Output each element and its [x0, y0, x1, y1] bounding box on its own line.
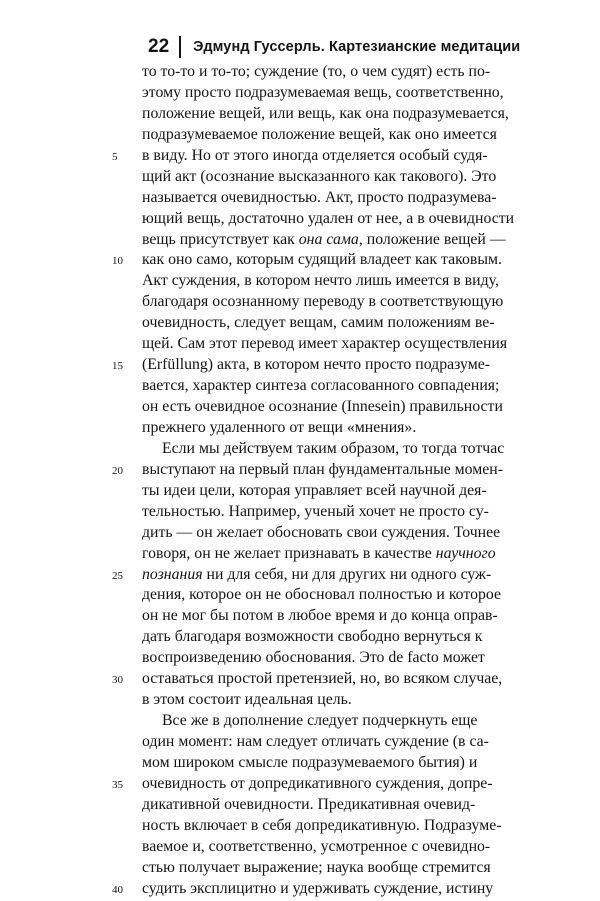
text-line: 25 познания ни для себя, ни для других ни одного суж- [142, 565, 470, 586]
text-line: 10 как оно само, которым судящий владеет как таковым. [142, 250, 470, 271]
line-number: 20 [112, 464, 123, 477]
text-line: Все же в дополнение следует подчеркнуть еще [162, 712, 478, 730]
text-line: благодаря осознанному переводу в соответствующую [142, 293, 504, 311]
line-number: 15 [112, 360, 123, 373]
text-line: он есть очевидное осознание (Innesein) правильности [142, 398, 503, 415]
line-number: 10 [112, 255, 123, 268]
text-line: 15 (Erfüllung) акта, в котором нечто просто подразуме- [142, 355, 470, 376]
text-line: один момент: нам следует отличать суждение (в са- [142, 733, 489, 750]
text-line: ты идеи цели, которая управляет всей научной дея- [142, 481, 487, 499]
text-line: Акт суждения, в котором нечто лишь имеется в виду, [142, 272, 499, 290]
text-line: подразумеваемое положение вещей, как оно имеется [142, 125, 497, 143]
italic-phrase: научного [435, 544, 496, 562]
text-line: 40 судить эксплицитно и удерживать суждение, истину [142, 879, 470, 900]
text-line: 5 в виду. Но от этого иногда отделяется особый судя- [142, 146, 470, 167]
text-line: дения, которое он не обосновал полностью и которое [142, 586, 501, 604]
line-number: 5 [112, 150, 118, 163]
text-line: 30 оставаться простой претензией, но, во всяком случае, [142, 669, 470, 690]
text-line: тельностью. Например, ученый хочет не просто су- [142, 502, 489, 520]
running-header [148, 36, 520, 58]
text-line: вещь присутствует как она сама, положение вещей — [142, 230, 506, 248]
text-line: говоря, он не желает признавать в качестве научного [142, 544, 496, 562]
text-line: ность включает в себя допредикативную. Подразуме- [142, 816, 502, 834]
italic-phrase: она сама [298, 230, 359, 248]
text-line: стью получает выражение; наука вообще стремится [142, 858, 491, 876]
running-title: Эдмунд Гуссерль. Картезианские медитации [193, 39, 521, 55]
text-line: воспроизведению обоснования. Это de facto может [142, 649, 485, 667]
text-line: ваемое и, соответственно, усмотренное с очевидно- [142, 837, 491, 855]
text-line: прежнего удаленного от вещи «мнения». [142, 418, 417, 436]
text-line: 20 выступают на первый план фундаментальные момен- [142, 460, 470, 481]
text-line: щей. Сам этот перевод имеет характер осуществления [142, 335, 508, 353]
line-number: 40 [112, 883, 123, 896]
text-line: Если мы действуем таким образом, то тогда тотчас [162, 439, 505, 457]
text-line: ющий вещь, достаточно удален от нее, а в очевидности [142, 209, 515, 227]
text-line: в этом состоит идеальная цель. [142, 691, 352, 709]
text-line: дать благодаря возможности свободно вернуться к [142, 628, 483, 646]
body-text [112, 62, 515, 900]
text-line: то то-то и то-то; суждение (то, о чем судят) есть по- [142, 63, 491, 80]
line-number: 25 [112, 569, 123, 582]
header-divider [179, 36, 181, 58]
text-line: положение вещей, или вещь, как она подразумевается, [142, 104, 509, 122]
text-line: вается, характер синтеза согласованного совпадения; [142, 377, 500, 395]
page-number: 22 [148, 36, 170, 57]
text-line: очевидность, следует вещам, самим положениям ве- [142, 314, 495, 332]
line-number: 30 [112, 674, 123, 687]
text-line: щий акт (осознание высказанного как такового). Это [142, 167, 497, 185]
text-line: дить — он желает обосновать свои суждения. Точнее [142, 523, 501, 541]
line-number: 35 [112, 778, 123, 791]
text-line: 35 очевидность от допредикативного суждения, допре- [142, 774, 470, 795]
text-line: называется очевидностью. Акт, просто подразумева- [142, 188, 497, 206]
italic-phrase: познания [142, 565, 203, 583]
text-line: мом широком смысле подразумеваемого бытия) и [142, 753, 478, 771]
text-line: этому просто подразумеваемая вещь, соответственно, [142, 83, 504, 101]
text-line: он не мог бы потом в любое время и до конца оправ- [142, 607, 498, 625]
text-line: дикативной очевидности. Предикативная очевид- [142, 795, 476, 813]
